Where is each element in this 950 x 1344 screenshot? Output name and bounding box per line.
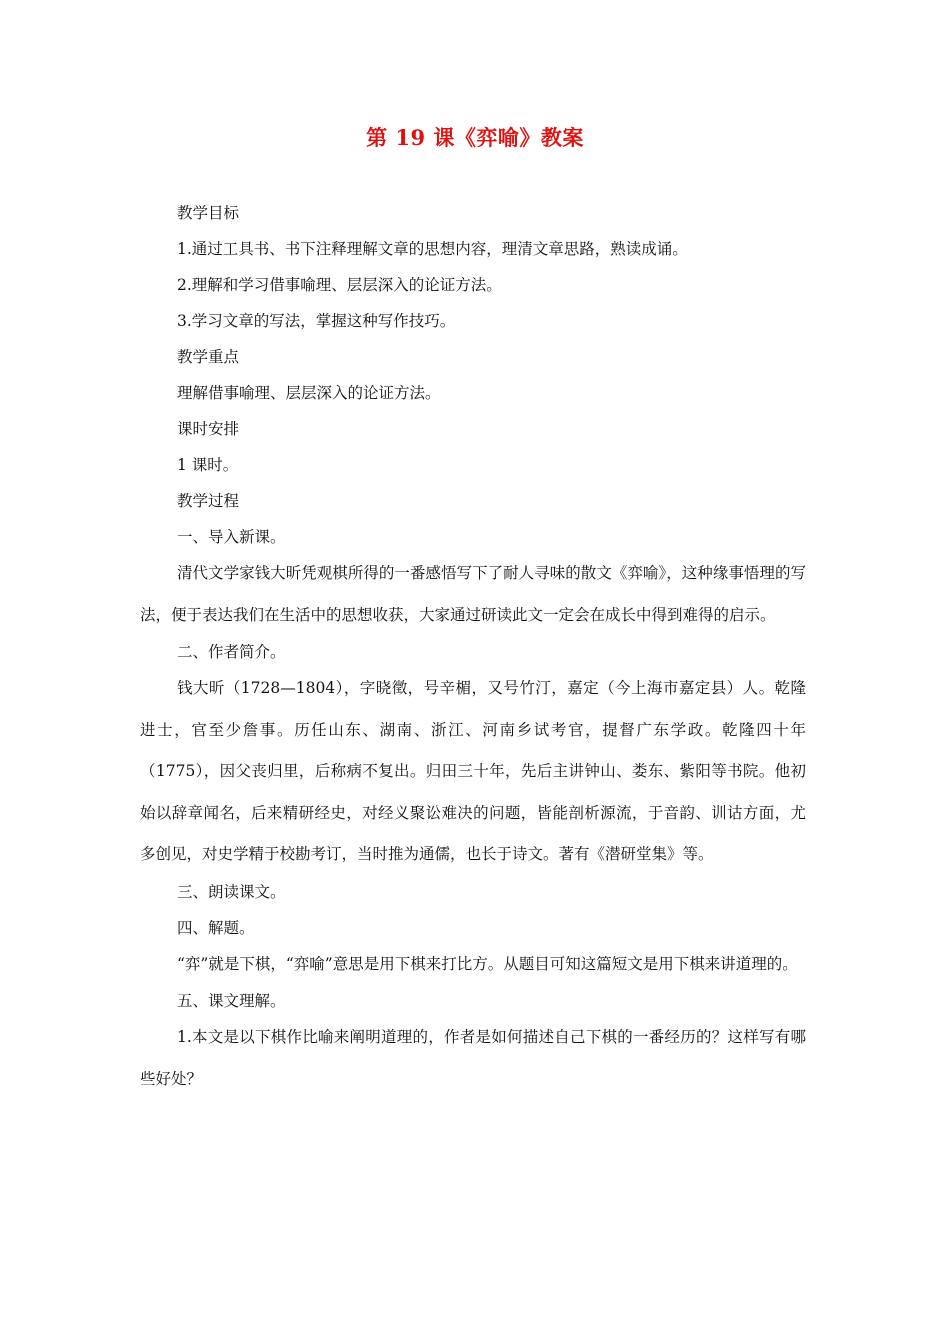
key-heading: 教学重点	[177, 348, 240, 366]
document-body	[140, 195, 806, 1100]
step-4-paragraph: “弈”就是下棋，“弈喻”意思是用下棋来打比方。从题目可知这篇短文是用下棋来讲道理的。	[177, 954, 798, 973]
hours-heading: 课时安排	[177, 420, 240, 438]
step-2-heading: 二、作者简介。	[177, 643, 286, 661]
step-1-heading: 一、导入新课。	[177, 528, 286, 546]
key-text: 理解借事喻理、层层深入的论证方法。	[177, 384, 441, 402]
step-2-paragraph: 钱大昕（1728—1804），字晓徵，号辛楣，又号竹汀，嘉定（今上海市嘉定县）人。乾隆进士，官至少詹事。历任山东、湖南、浙江、河南乡试考官，提督广东学政。乾隆四十年（1775），因父丧归里，后称病不复出。归田三十年，先后主讲钟山、娄东、紫阳等书院。他初始以辞章闻名，后来精研经史，对经义聚讼难决的问题，皆能剖析源流，于音韵、训诂方面，尤多创见，对史学精于校勘考订，当时推为通儒，也长于诗文。著有《潜研堂集》等。	[140, 679, 806, 863]
page-title: 第 19 课《弈喻》教案	[366, 125, 584, 150]
step-1-paragraph: 清代文学家钱大昕凭观棋所得的一番感悟写下了耐人寻味的散文《弈喻》，这种缘事悟理的写法，便于表达我们在生活中的思想收获，大家通过研读此文一定会在成长中得到难得的启示。	[140, 564, 806, 624]
goal-item-3: 3.学习文章的写法，掌握这种写作技巧。	[177, 312, 456, 330]
process-heading: 教学过程	[177, 492, 240, 510]
step-3-heading: 三、朗读课文。	[177, 882, 286, 901]
goal-heading: 教学目标	[177, 204, 240, 222]
step-5-heading: 五、课文理解。	[177, 992, 286, 1010]
goal-item-2: 2.理解和学习借事喻理、层层深入的论证方法。	[177, 276, 502, 294]
hours-text: 1 课时。	[177, 456, 239, 474]
goal-item-1: 1.通过工具书、书下注释理解文章的思想内容，理清文章思路，熟读成诵。	[177, 240, 688, 258]
step-5-question-1: 1.本文是以下棋作比喻来阐明道理的，作者是如何描述自己下棋的一番经历的？这样写有哪些好处？	[140, 1028, 806, 1088]
step-4-heading: 四、解题。	[177, 918, 255, 937]
